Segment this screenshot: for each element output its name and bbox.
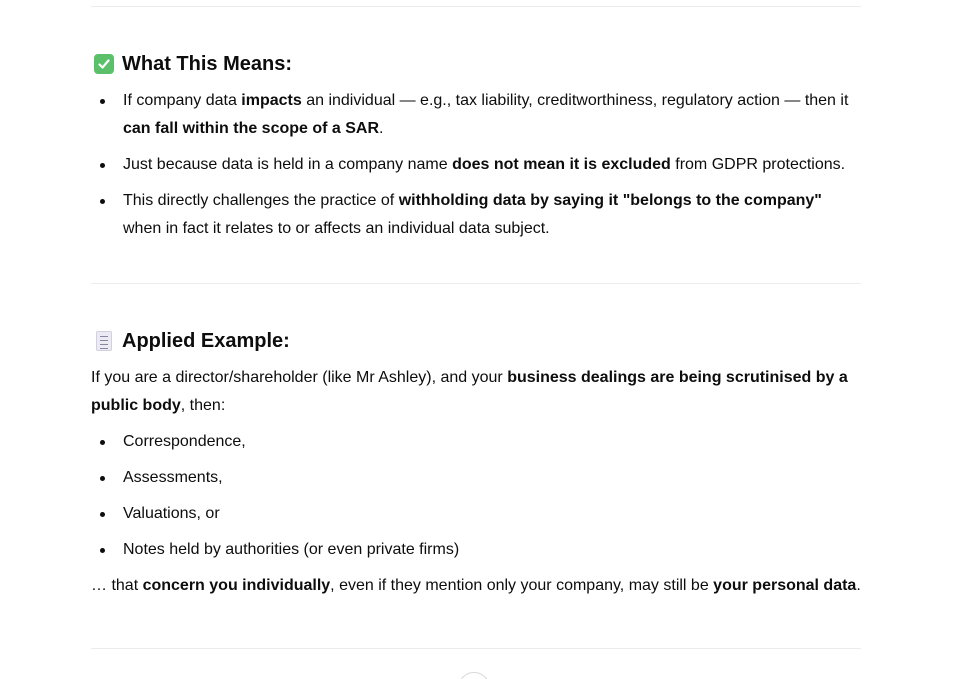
bullet-list: [91, 428, 861, 564]
text-run: , even if they mention only your company, may still be: [330, 577, 714, 594]
check-mark-button-icon: [94, 54, 114, 74]
section-heading: [91, 50, 861, 78]
divider-middle: [91, 283, 861, 284]
bold-text: concern you individually: [142, 577, 331, 594]
section-applied-example: [91, 327, 861, 600]
bold-text: withholding data by saying it "belongs to the company": [398, 192, 822, 209]
scroll-down-button[interactable]: [458, 672, 490, 679]
list-item: Correspondence,: [91, 428, 861, 456]
list-item: Notes held by authorities (or even private firms): [91, 536, 861, 564]
divider-bottom: [91, 648, 861, 649]
section-heading-text: What This Means:: [122, 53, 293, 75]
list-item: Valuations, or: [91, 500, 861, 528]
list-item: [91, 87, 861, 143]
text-run: This directly challenges the practice of: [123, 192, 399, 209]
section-what-this-means: [91, 50, 861, 251]
bullet-list: [91, 87, 861, 243]
outro-paragraph: [91, 572, 861, 600]
section-heading: [91, 327, 861, 355]
list-item: [91, 187, 861, 243]
bold-text: does not mean it is excluded: [452, 156, 671, 173]
bold-text: business dealings are being scrutinised by a public body: [91, 369, 848, 414]
list-item: Assessments,: [91, 464, 861, 492]
intro-paragraph: [91, 364, 861, 420]
bold-text: impacts: [241, 92, 302, 109]
divider-top: [91, 6, 861, 7]
section-heading-text: Applied Example:: [122, 330, 290, 352]
text-run: an individual — e.g., tax liability, creditworthiness, regulatory action — then it: [301, 92, 849, 109]
text-run: when in fact it relates to or affects an individual data subject.: [123, 220, 550, 237]
text-run: If you are a director/shareholder (like Mr Ashley), and your: [91, 369, 508, 386]
bold-text: your personal data: [713, 577, 857, 594]
text-run: Just because data is held in a company name: [123, 156, 453, 173]
text-run: .: [856, 577, 861, 594]
text-run: … that: [91, 577, 143, 594]
list-item: [91, 151, 861, 179]
text-run: If company data: [123, 92, 242, 109]
text-run: .: [379, 120, 384, 137]
bold-text: can fall within the scope of a SAR: [123, 120, 380, 137]
text-run: from GDPR protections.: [670, 156, 846, 173]
receipt-icon: [96, 331, 112, 351]
text-run: , then:: [180, 397, 226, 414]
